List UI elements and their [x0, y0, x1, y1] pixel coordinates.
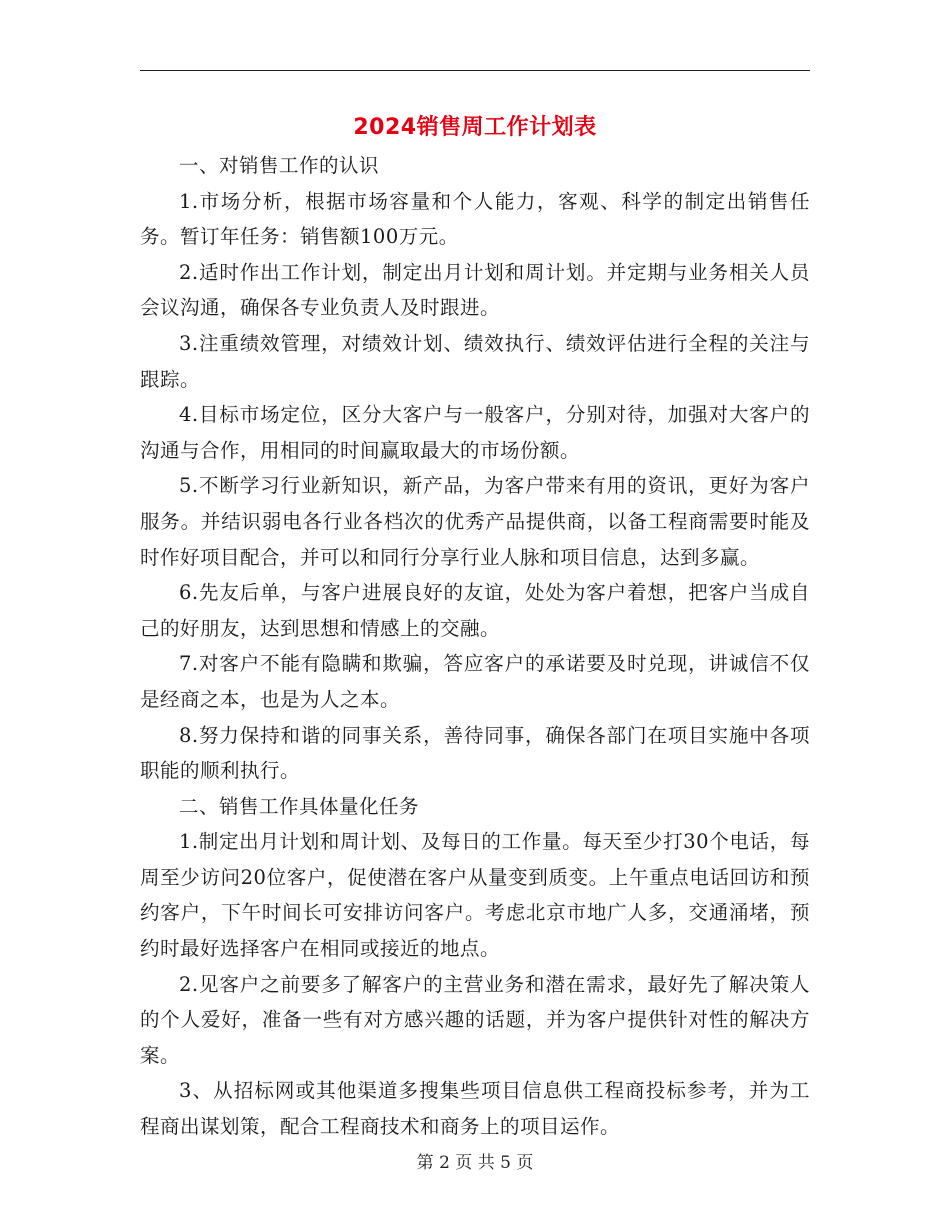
paragraph: 5.不断学习行业新知识，新产品，为客户带来有用的资讯，更好为客户服务。并结识弱电各行业各档次的优秀产品提供商，以备工程商需要时能及时作好项目配合，并可以和同行分享行业人脉和项目信息，达到多赢。: [140, 474, 810, 569]
document-body: [140, 148, 810, 1145]
section-heading-2: 二、销售工作具体量化任务: [179, 794, 420, 818]
paragraph: 7.对客户不能有隐瞒和欺骗，答应客户的承诺要及时兑现，讲诚信不仅是经商之本，也是为人之本。: [140, 652, 810, 711]
paragraph: 1.市场分析，根据市场容量和个人能力，客观、科学的制定出销售任务。暂订年任务：销售额100万元。: [140, 189, 810, 249]
paragraph: 4.目标市场定位，区分大客户与一般客户，分别对待，加强对大客户的沟通与合作，用相同的时间赢取最大的市场份额。: [140, 403, 810, 462]
paragraph: 2.适时作出工作计划，制定出月计划和周计划。并定期与业务相关人员会议沟通，确保各专业负责人及时跟进。: [140, 260, 810, 320]
paragraph: 3、从招标网或其他渠道多搜集些项目信息供工程商投标参考，并为工程商出谋划策，配合工程商技术和商务上的项目运作。: [140, 1079, 810, 1139]
header-rule: [140, 70, 810, 71]
document-title: 2024销售周工作计划表: [353, 115, 597, 140]
paragraph: 8.努力保持和谐的同事关系，善待同事，确保各部门在项目实施中各项职能的顺利执行。: [140, 723, 810, 783]
paragraph: 3.注重绩效管理，对绩效计划、绩效执行、绩效评估进行全程的关注与跟踪。: [140, 331, 810, 391]
paragraph: 2.见客户之前要多了解客户的主营业务和潜在需求，最好先了解决策人的个人爱好，准备一些有对方感兴趣的话题，并为客户提供针对性的解决方案。: [140, 972, 810, 1067]
paragraph: 6.先友后单，与客户进展良好的友谊，处处为客户着想，把客户当成自己的好朋友，达到思想和情感上的交融。: [140, 581, 810, 640]
section-heading-1: 一、对销售工作的认识: [179, 154, 380, 177]
paragraph: 1.制定出月计划和周计划、及每日的工作量。每天至少打30个电话，每周至少访问20位客户，促使潜在客户从量变到质变。上午重点电话回访和预约客户，下午时间长可安排访问客户。考虑北京市地广人多，交通涌堵，预约时最好选择客户在相同或接近的地点。: [140, 830, 810, 961]
page-footer: 第 2 页 共 5 页: [416, 1153, 534, 1173]
